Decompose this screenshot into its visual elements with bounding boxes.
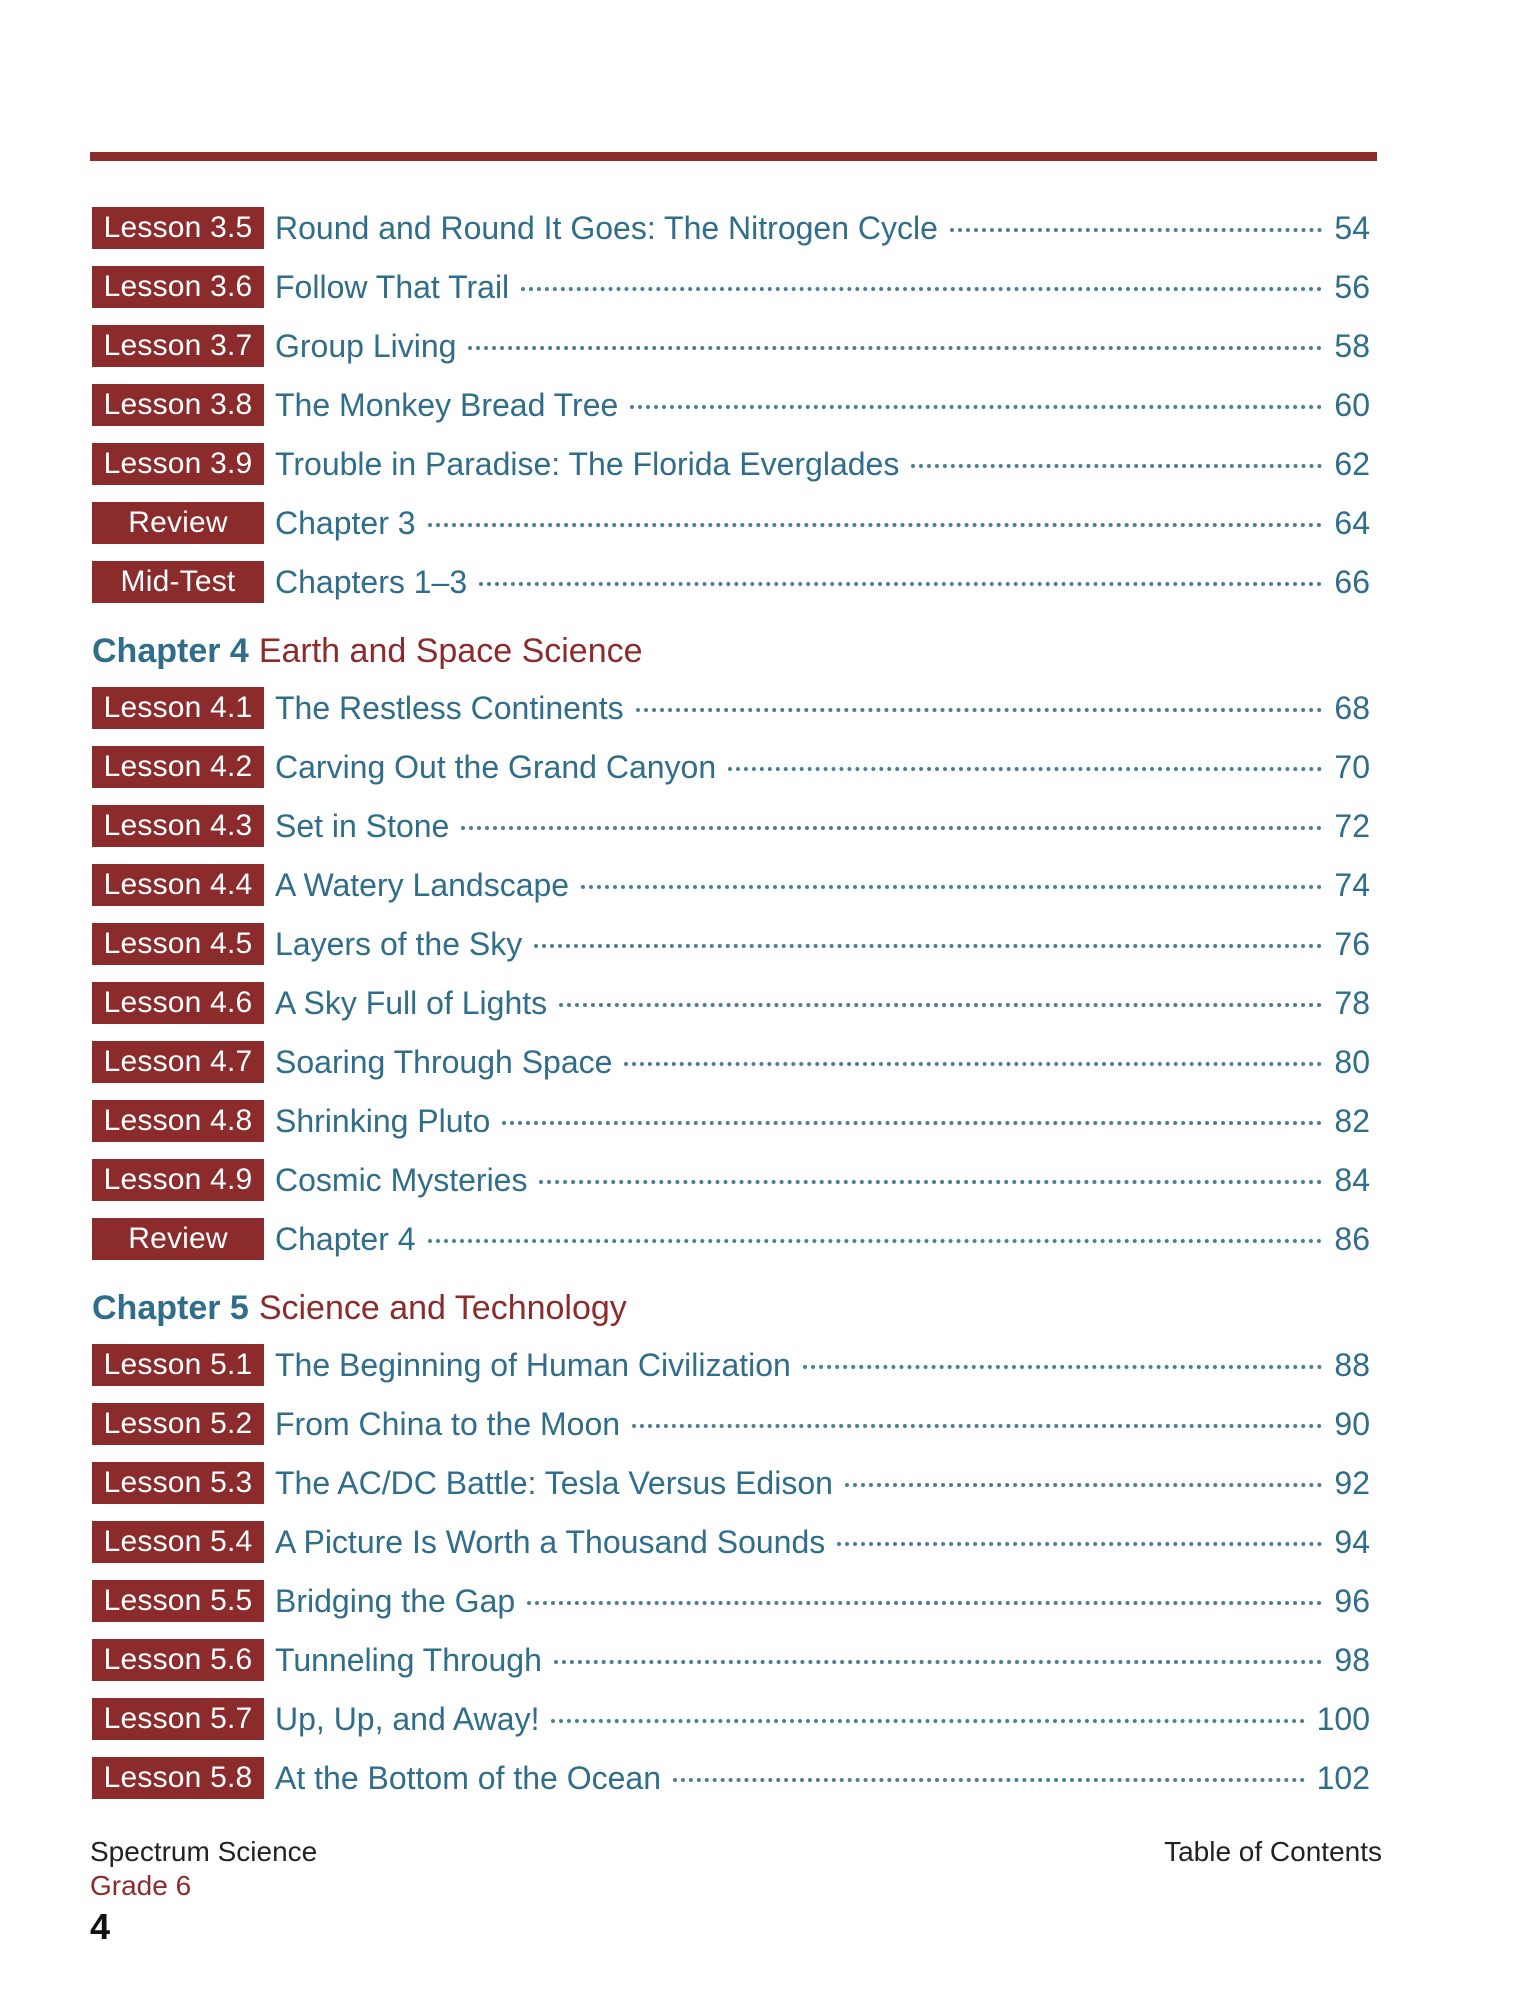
dot-leader: [428, 1239, 1322, 1243]
page-reference: 88: [1334, 1346, 1370, 1383]
toc-entry-text: [275, 926, 1370, 963]
toc-entry: [92, 804, 1370, 848]
chapter-label: Chapter 4: [92, 631, 249, 670]
page-reference: 66: [1334, 563, 1370, 600]
chapter-heading: [92, 1286, 1370, 1330]
chapter-title: Earth and Space Science: [258, 631, 643, 670]
toc-entry-text: [275, 564, 1370, 601]
toc-entry: [92, 501, 1370, 545]
toc-entry: [92, 686, 1370, 730]
toc-entry: [92, 442, 1370, 486]
page-reference: 68: [1334, 689, 1370, 726]
chapter-label: Chapter 5: [92, 1288, 249, 1327]
lesson-title: Bridging the Gap: [275, 1582, 516, 1619]
toc-entry: [92, 1697, 1370, 1741]
toc-entry-text: [275, 1044, 1370, 1081]
page-reference: 70: [1334, 748, 1370, 785]
lesson-tag: Lesson 4.1: [92, 687, 264, 729]
page-reference: 94: [1334, 1523, 1370, 1560]
lesson-tag: Lesson 4.3: [92, 805, 264, 847]
page-reference: 98: [1334, 1641, 1370, 1678]
lesson-title: The AC/DC Battle: Tesla Versus Edison: [275, 1464, 833, 1501]
toc-entry-text: [275, 749, 1370, 786]
lesson-title: A Picture Is Worth a Thousand Sounds: [275, 1523, 826, 1560]
toc-entry-text: [275, 505, 1370, 542]
dot-leader: [551, 1719, 1304, 1723]
toc-entry: [92, 1343, 1370, 1387]
dot-leader: [624, 1062, 1322, 1066]
lesson-title: At the Bottom of the Ocean: [275, 1759, 661, 1796]
lesson-title: The Monkey Bread Tree: [275, 386, 619, 423]
page-reference: 60: [1334, 386, 1370, 423]
footer-grade: Grade 6: [90, 1870, 192, 1901]
toc-entry: [92, 206, 1370, 250]
toc-entry: [92, 1638, 1370, 1682]
page-reference: 84: [1334, 1161, 1370, 1198]
page-reference: 74: [1334, 866, 1370, 903]
page-reference: 54: [1334, 209, 1370, 246]
dot-leader: [559, 1003, 1322, 1007]
lesson-title: Carving Out the Grand Canyon: [275, 748, 717, 785]
page-reference: 86: [1334, 1220, 1370, 1257]
lesson-tag: Lesson 5.5: [92, 1580, 264, 1622]
toc-entry-text: [275, 1347, 1370, 1384]
dot-leader: [554, 1660, 1322, 1664]
toc-entry: [92, 1520, 1370, 1564]
toc-entry-text: [275, 808, 1370, 845]
lesson-tag: Lesson 5.6: [92, 1639, 264, 1681]
lesson-title: A Watery Landscape: [275, 866, 570, 903]
lesson-title: Trouble in Paradise: The Florida Everglades: [275, 445, 900, 482]
page-number: 4: [90, 1906, 111, 1947]
page-reference: 82: [1334, 1102, 1370, 1139]
footer-left: [90, 1836, 317, 1902]
toc-entry-text: [275, 446, 1370, 483]
lesson-title: Chapter 3: [275, 504, 416, 541]
page-reference: 92: [1334, 1464, 1370, 1501]
chapter-heading: [92, 629, 1370, 673]
toc-entry: [92, 560, 1370, 604]
dot-leader: [837, 1542, 1322, 1546]
toc-entry-text: [275, 1524, 1370, 1561]
toc-entry-text: [275, 1465, 1370, 1502]
lesson-tag: Lesson 3.5: [92, 207, 264, 249]
lesson-title: Cosmic Mysteries: [275, 1161, 528, 1198]
page-reference: 76: [1334, 925, 1370, 962]
lesson-title: Round and Round It Goes: The Nitrogen Cycle: [275, 209, 938, 246]
toc-entry-text: [275, 690, 1370, 727]
dot-leader: [461, 826, 1322, 830]
toc-entry: [92, 324, 1370, 368]
page-reference: 62: [1334, 445, 1370, 482]
lesson-tag: Lesson 4.8: [92, 1100, 264, 1142]
page-reference: 56: [1334, 268, 1370, 305]
toc-entry-text: [275, 1760, 1370, 1797]
dot-leader: [539, 1180, 1322, 1184]
lesson-title: A Sky Full of Lights: [275, 984, 548, 1021]
dot-leader: [950, 228, 1322, 232]
toc-entry: [92, 1756, 1370, 1800]
toc-entry: [92, 981, 1370, 1025]
lesson-tag: Lesson 3.9: [92, 443, 264, 485]
page-reference: 80: [1334, 1043, 1370, 1080]
top-rule: [90, 152, 1377, 161]
page-reference: 90: [1334, 1405, 1370, 1442]
lesson-tag: Lesson 4.2: [92, 746, 264, 788]
toc-entry-text: [275, 1162, 1370, 1199]
dot-leader: [911, 464, 1322, 468]
toc-entry-text: [275, 1221, 1370, 1258]
lesson-tag: Review: [92, 1218, 264, 1260]
chapter-title: Science and Technology: [258, 1288, 627, 1327]
lesson-tag: Lesson 5.7: [92, 1698, 264, 1740]
toc-entry-text: [275, 1583, 1370, 1620]
lesson-tag: Lesson 5.1: [92, 1344, 264, 1386]
lesson-tag: Lesson 3.8: [92, 384, 264, 426]
footer-section-title: Table of Contents: [1164, 1836, 1382, 1867]
toc-entry-text: [275, 1103, 1370, 1140]
toc-entry: [92, 745, 1370, 789]
lesson-tag: Lesson 4.9: [92, 1159, 264, 1201]
dot-leader: [581, 885, 1322, 889]
table-of-contents: [92, 206, 1370, 1815]
dot-leader: [479, 582, 1322, 586]
lesson-tag: Lesson 3.6: [92, 266, 264, 308]
toc-entry: [92, 383, 1370, 427]
page-reference: 100: [1316, 1700, 1370, 1737]
page-reference: 58: [1334, 327, 1370, 364]
footer-series-title: Spectrum Science: [90, 1836, 318, 1867]
lesson-title: Chapters 1–3: [275, 563, 468, 600]
lesson-tag: Mid-Test: [92, 561, 264, 603]
dot-leader: [630, 405, 1322, 409]
lesson-tag: Lesson 5.2: [92, 1403, 264, 1445]
toc-entry-text: [275, 985, 1370, 1022]
lesson-title: Shrinking Pluto: [275, 1102, 491, 1139]
lesson-title: Group Living: [275, 327, 457, 364]
lesson-title: Set in Stone: [275, 807, 450, 844]
lesson-tag: Lesson 4.7: [92, 1041, 264, 1083]
toc-entry: [92, 863, 1370, 907]
dot-leader: [521, 287, 1322, 291]
page-reference: 72: [1334, 807, 1370, 844]
lesson-tag: Lesson 5.3: [92, 1462, 264, 1504]
lesson-tag: Lesson 4.4: [92, 864, 264, 906]
page-reference: 78: [1334, 984, 1370, 1021]
lesson-title: The Beginning of Human Civilization: [275, 1346, 791, 1383]
dot-leader: [673, 1778, 1305, 1782]
toc-entry: [92, 922, 1370, 966]
lesson-tag: Lesson 4.6: [92, 982, 264, 1024]
lesson-title: Up, Up, and Away!: [275, 1700, 540, 1737]
toc-entry-text: [275, 328, 1370, 365]
lesson-tag: Lesson 3.7: [92, 325, 264, 367]
page-reference: 96: [1334, 1582, 1370, 1619]
toc-entry: [92, 1158, 1370, 1202]
lesson-tag: Review: [92, 502, 264, 544]
toc-entry: [92, 265, 1370, 309]
page-reference: 102: [1316, 1759, 1370, 1796]
lesson-title: Follow That Trail: [275, 268, 510, 305]
toc-entry-text: [275, 1406, 1370, 1443]
dot-leader: [428, 523, 1322, 527]
toc-entry-text: [275, 1701, 1370, 1738]
toc-entry-text: [275, 269, 1370, 306]
toc-entry: [92, 1402, 1370, 1446]
toc-entry-text: [275, 867, 1370, 904]
dot-leader: [803, 1365, 1322, 1369]
dot-leader: [534, 944, 1322, 948]
lesson-tag: Lesson 5.8: [92, 1757, 264, 1799]
lesson-title: Soaring Through Space: [275, 1043, 613, 1080]
lesson-title: The Restless Continents: [275, 689, 624, 726]
dot-leader: [636, 708, 1322, 712]
toc-entry: [92, 1099, 1370, 1143]
toc-entry: [92, 1217, 1370, 1261]
lesson-title: Tunneling Through: [275, 1641, 542, 1678]
toc-entry: [92, 1579, 1370, 1623]
dot-leader: [468, 346, 1322, 350]
toc-entry-text: [275, 387, 1370, 424]
page-reference: 64: [1334, 504, 1370, 541]
lesson-tag: Lesson 5.4: [92, 1521, 264, 1563]
toc-entry-text: [275, 210, 1370, 247]
dot-leader: [728, 767, 1322, 771]
toc-entry: [92, 1461, 1370, 1505]
dot-leader: [845, 1483, 1322, 1487]
dot-leader: [527, 1601, 1322, 1605]
toc-entry: [92, 1040, 1370, 1084]
lesson-title: Chapter 4: [275, 1220, 416, 1257]
lesson-tag: Lesson 4.5: [92, 923, 264, 965]
lesson-title: Layers of the Sky: [275, 925, 523, 962]
toc-entry-text: [275, 1642, 1370, 1679]
dot-leader: [632, 1424, 1322, 1428]
dot-leader: [502, 1121, 1322, 1125]
lesson-title: From China to the Moon: [275, 1405, 621, 1442]
